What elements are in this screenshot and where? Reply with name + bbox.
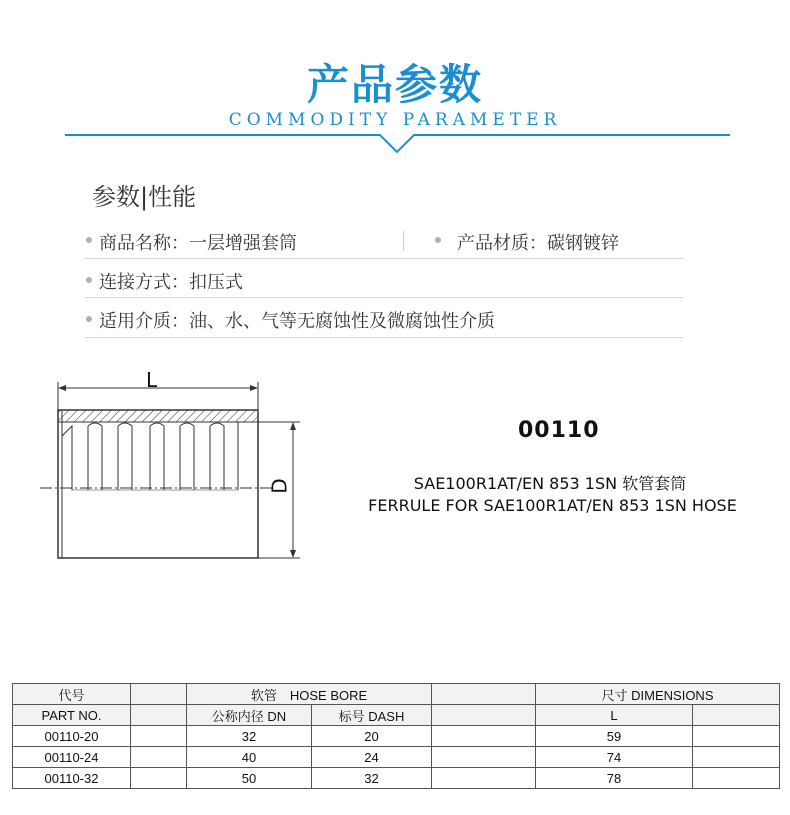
cell-blank [131,747,187,768]
page-title: 产品参数 [306,60,483,109]
header-blank [131,705,187,726]
cell-dn: 32 [187,726,312,747]
spec-table [12,683,780,789]
header-blank [432,684,536,705]
header-code: 代号 [13,684,131,705]
bullet-icon [86,316,92,322]
cell-part: 00110-20 [13,726,131,747]
spec-connection: 连接方式：扣压式 [99,272,243,293]
cell-blank [693,726,780,747]
cell-l: 74 [536,747,693,768]
row-divider [84,337,684,338]
header-divider [0,132,790,162]
row-divider [84,258,684,259]
dimension-diameter-label: D [267,478,292,494]
table-header-row [13,705,780,726]
cell-dash: 32 [312,768,432,789]
cell-dn: 50 [187,768,312,789]
table-row [13,768,780,789]
page-subtitle: COMMODITY PARAMETER [228,110,562,130]
header-dimensions: 尺寸 DIMENSIONS [536,684,780,705]
cell-l: 59 [536,726,693,747]
bullet-icon [435,237,441,243]
product-code: 00110 [518,418,600,443]
cell-blank [693,768,780,789]
product-description-en: FERRULE FOR SAE100R1AT/EN 853 1SN HOSE [368,496,737,515]
header-part-no: PART NO. [13,705,131,726]
header-blank [131,684,187,705]
spec-material: 产品材质：碳钢镀锌 [457,233,619,254]
table-row [13,747,780,768]
cell-dash: 24 [312,747,432,768]
cell-blank [432,726,536,747]
header-hose-bore: 软管 HOSE BORE [187,684,432,705]
section-heading: 参数|性能 [92,183,197,211]
dimension-length-label: L [146,368,158,392]
cell-dash: 20 [312,726,432,747]
cell-blank [432,747,536,768]
cell-l: 78 [536,768,693,789]
product-description-cn: SAE100R1AT/EN 853 1SN 软管套筒 [413,474,687,493]
header-blank [432,705,536,726]
header-blank [693,705,780,726]
spec-product-name: 商品名称：一层增强套筒 [99,233,297,254]
cell-blank [131,726,187,747]
header-l: L [536,705,693,726]
table-row [13,726,780,747]
spec-medium: 适用介质：油、水、气等无腐蚀性及微腐蚀性介质 [99,311,495,332]
header-dn: 公称内径 DN [187,705,312,726]
cell-blank [693,747,780,768]
cell-blank [131,768,187,789]
column-divider [403,231,404,251]
bullet-icon [86,277,92,283]
ferrule-drawing [0,360,330,580]
cell-part: 00110-32 [13,768,131,789]
cell-part: 00110-24 [13,747,131,768]
bullet-icon [86,237,92,243]
table-header-row [13,684,780,705]
row-divider [84,297,684,298]
cell-blank [432,768,536,789]
header-dash: 标号 DASH [312,705,432,726]
cell-dn: 40 [187,747,312,768]
